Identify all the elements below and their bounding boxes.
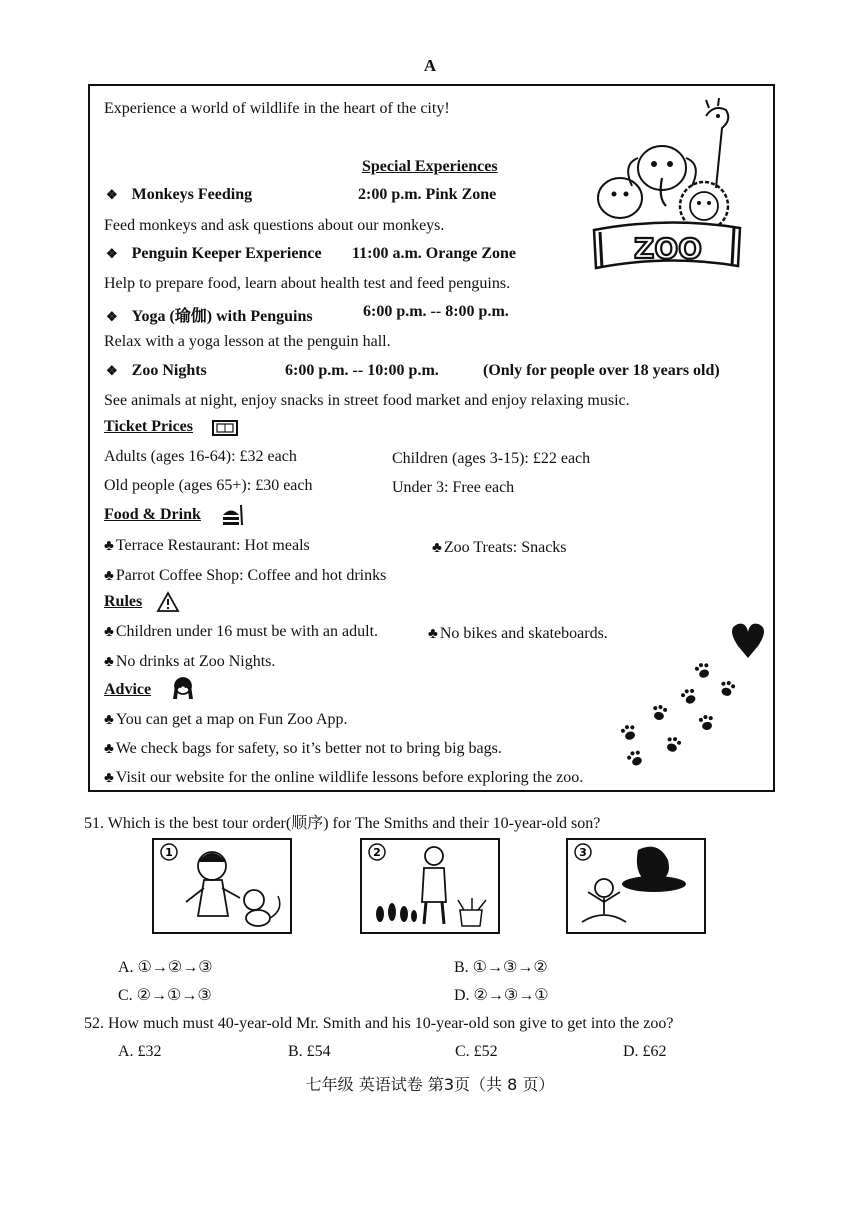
advice-text: Visit our website for the online wildlife lessons before exploring the zoo. — [115, 769, 584, 786]
picture-1-monkey-feeding — [152, 838, 292, 934]
item-desc: Help to prepare food, learn about health test and feed penguins. — [104, 275, 511, 292]
tickets-title: Ticket Prices — [104, 418, 194, 435]
q51-option-d[interactable]: D. ②→③→① — [454, 987, 549, 1004]
paw-prints-decoration — [598, 616, 768, 766]
picture-3-yoga-penguins — [566, 838, 706, 934]
q51-option-a[interactable]: A. ①→②→③ — [118, 959, 213, 976]
special-item-1 — [106, 186, 252, 204]
zoo-sign-text: ZOO — [634, 232, 702, 265]
club-bullet-icon: ♣ — [432, 540, 442, 556]
zoo-animals-logo — [588, 98, 750, 278]
question-52-stem: 52. How much must 40-year-old Mr. Smith and his 10-year-old son give to get into the zoo? — [84, 1015, 674, 1032]
advice-text: We check bags for safety, so it’s better not to bring big bags. — [115, 740, 502, 757]
diamond-bullet-icon: ❖ — [106, 309, 118, 324]
special-item-3 — [106, 303, 313, 326]
zoo-flyer — [88, 84, 775, 792]
item-desc: Relax with a yoga lesson at the penguin hall. — [104, 333, 391, 350]
diamond-bullet-icon: ❖ — [106, 246, 118, 261]
club-bullet-icon: ♣ — [104, 741, 114, 757]
picture-label: 2 — [373, 846, 381, 859]
heart-icon — [732, 624, 764, 658]
rule-3 — [104, 653, 275, 671]
girl-icon — [170, 675, 196, 703]
ticket-adults: Adults (ages 16-64): £32 each — [104, 448, 297, 465]
advice-1 — [104, 711, 348, 729]
item-name: Yoga (瑜伽) with Penguins — [131, 308, 313, 325]
item-desc: Feed monkeys and ask questions about our monkeys. — [104, 217, 445, 234]
ticket-old: Old people (ages 65+): £30 each — [104, 477, 313, 494]
club-bullet-icon: ♣ — [104, 654, 114, 670]
section-letter: A — [423, 56, 437, 75]
penguin-keeper-illustration — [362, 840, 498, 932]
club-bullet-icon: ♣ — [104, 712, 114, 728]
special-item-4 — [106, 362, 207, 380]
q51-option-b[interactable]: B. ①→③→② — [454, 959, 548, 976]
item-desc: See animals at night, enjoy snacks in street food market and enjoy relaxing music. — [104, 392, 630, 409]
item-time: 11:00 a.m. Orange Zone — [352, 245, 516, 262]
advice-2 — [104, 740, 502, 758]
ticket-icon — [212, 419, 238, 437]
warning-icon — [156, 591, 180, 613]
food-parrot — [104, 567, 386, 585]
rule-2 — [428, 625, 608, 643]
club-bullet-icon: ♣ — [104, 624, 114, 640]
burger-drink-icon — [221, 503, 245, 527]
ticket-under3: Under 3: Free each — [392, 479, 515, 496]
food-text: Zoo Treats: Snacks — [443, 539, 567, 556]
ticket-children: Children (ages 3-15): £22 each — [392, 450, 591, 467]
rule-text: No bikes and skateboards. — [439, 625, 608, 642]
yoga-penguins-illustration — [568, 840, 704, 932]
diamond-bullet-icon: ❖ — [106, 187, 118, 202]
food-title: Food & Drink — [104, 506, 201, 523]
club-bullet-icon: ♣ — [104, 568, 114, 584]
picture-label: 3 — [579, 846, 587, 859]
food-text: Parrot Coffee Shop: Coffee and hot drinks — [115, 567, 387, 584]
advice-3 — [104, 769, 583, 787]
intro-text: Experience a world of wildlife in the heart of the city! — [104, 100, 450, 117]
diamond-bullet-icon: ❖ — [106, 363, 118, 378]
club-bullet-icon: ♣ — [104, 770, 114, 786]
club-bullet-icon: ♣ — [428, 626, 438, 642]
q52-option-b[interactable]: B. £54 — [288, 1043, 331, 1060]
club-bullet-icon: ♣ — [104, 538, 114, 554]
q52-option-d[interactable]: D. £62 — [623, 1043, 667, 1060]
picture-label: 1 — [165, 846, 173, 859]
item-time: 6:00 p.m. -- 10:00 p.m. — [285, 362, 439, 379]
item-note: (Only for people over 18 years old) — [483, 362, 720, 379]
item-time: 6:00 p.m. -- 8:00 p.m. — [363, 303, 509, 320]
advice-title: Advice — [104, 681, 152, 698]
special-item-2 — [106, 245, 322, 263]
advice-text: You can get a map on Fun Zoo App. — [115, 711, 348, 728]
item-name: Monkeys Feeding — [131, 186, 253, 203]
food-terrace — [104, 537, 310, 555]
rule-text: Children under 16 must be with an adult. — [115, 623, 379, 640]
monkey-feeding-illustration — [154, 840, 290, 932]
rule-1 — [104, 623, 378, 641]
item-time: 2:00 p.m. Pink Zone — [358, 186, 497, 203]
page-footer: 七年级 英语试卷 第3页（共 8 页） — [305, 1075, 555, 1094]
special-title: Special Experiences — [362, 158, 498, 175]
rule-text: No drinks at Zoo Nights. — [115, 653, 276, 670]
q51-option-c[interactable]: C. ②→①→③ — [118, 987, 212, 1004]
q52-option-a[interactable]: A. £32 — [118, 1043, 162, 1060]
picture-2-penguin-keeper — [360, 838, 500, 934]
food-text: Terrace Restaurant: Hot meals — [115, 537, 310, 554]
question-51-stem: 51. Which is the best tour order(顺序) for The Smiths and their 10-year-old son? — [84, 815, 601, 832]
item-name: Penguin Keeper Experience — [131, 245, 322, 262]
item-name: Zoo Nights — [131, 362, 207, 379]
rules-title: Rules — [104, 593, 143, 610]
q52-option-c[interactable]: C. £52 — [455, 1043, 498, 1060]
food-treats — [432, 539, 567, 557]
